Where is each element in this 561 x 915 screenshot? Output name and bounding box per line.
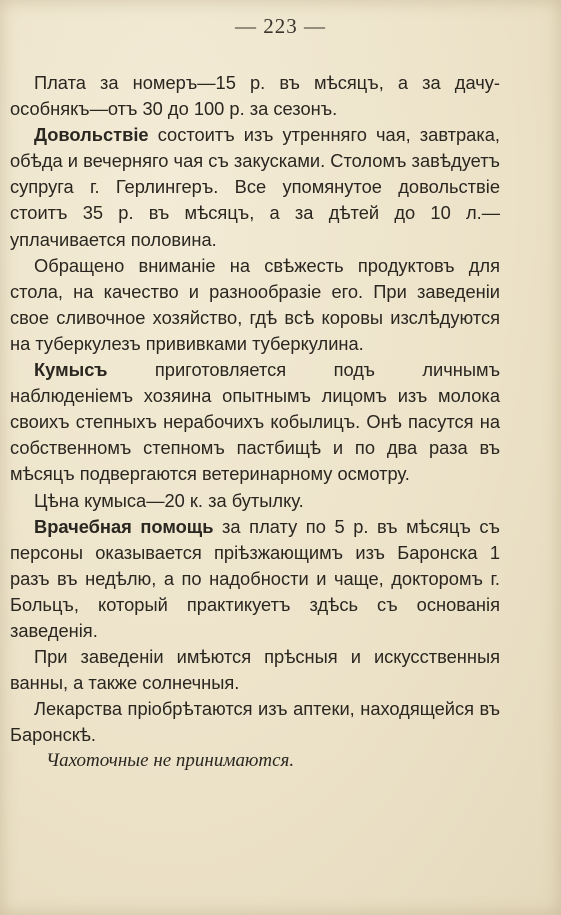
paragraph-heading: Кумысъ [34,359,108,381]
paragraph-medical-help [10,514,500,644]
paragraph-text: Цѣна кумыса—20 к. за бутылку. [34,489,304,511]
paragraph-heading: Довольствіе [34,124,149,146]
paragraph-medicines [10,696,500,748]
paragraph-text: При заведеніи имѣются прѣсныя и искусственныя ванны, а также солнечныя. [10,646,500,694]
paragraph-text: Обращено вниманіе на свѣжесть продуктовъ для стола, на качество и разнообразіе его. При заведеніи свое сливочное хозяйство, гдѣ всѣ коровы изслѣдуются на туберкулезъ прививками туберкулина. [10,254,500,354]
closing-note: Чахоточные не принимаются. [46,750,295,772]
paragraph-text: приготовляется подъ личнымъ наблюденіемъ хозяина опытнымъ лицомъ изъ молока своихъ степныхъ нерабочихъ кобылицъ. Онѣ пасутся на собственномъ степномъ пастбищѣ и по два раза въ мѣсяцъ подвергаются ветеринарному осмотру. [10,359,500,485]
paragraph-text: за плату по 5 р. въ мѣсяцъ съ персоны оказывается пріѣзжающимъ изъ Баронска 1 разъ въ недѣлю, а по надобности и чаще, докторомъ г. Больцъ, который практикуетъ здѣсь съ основанія заведенія. [10,515,500,641]
paragraph-kumys [10,357,500,487]
paragraph-board [10,122,500,252]
body-text [10,70,500,775]
paragraph-baths [10,644,500,696]
paragraph-food-quality [10,253,500,357]
paragraph-text: Лекарства пріобрѣтаются изъ аптеки, находящейся въ Баронскѣ. [10,698,500,746]
paragraph-text: состоитъ изъ утренняго чая, завтрака, обѣда и вечерняго чая съ закусками. Столомъ завѣдуетъ супруга г. Герлингеръ. Все упомянутое довольствіе стоитъ 35 р. въ мѣсяцъ, а за дѣтей до 10 л.—уплачивается половина. [10,124,500,250]
paragraph-room-price [10,70,500,122]
paragraph-text: Плата за номеръ—15 р. въ мѣсяцъ, а за дачу-особнякъ—отъ 30 до 100 р. за сезонъ. [10,72,500,120]
page-number: — 223 — [235,14,326,38]
paragraph-heading: Врачебная помощь [34,515,214,537]
paragraph-kumys-price [10,488,500,514]
